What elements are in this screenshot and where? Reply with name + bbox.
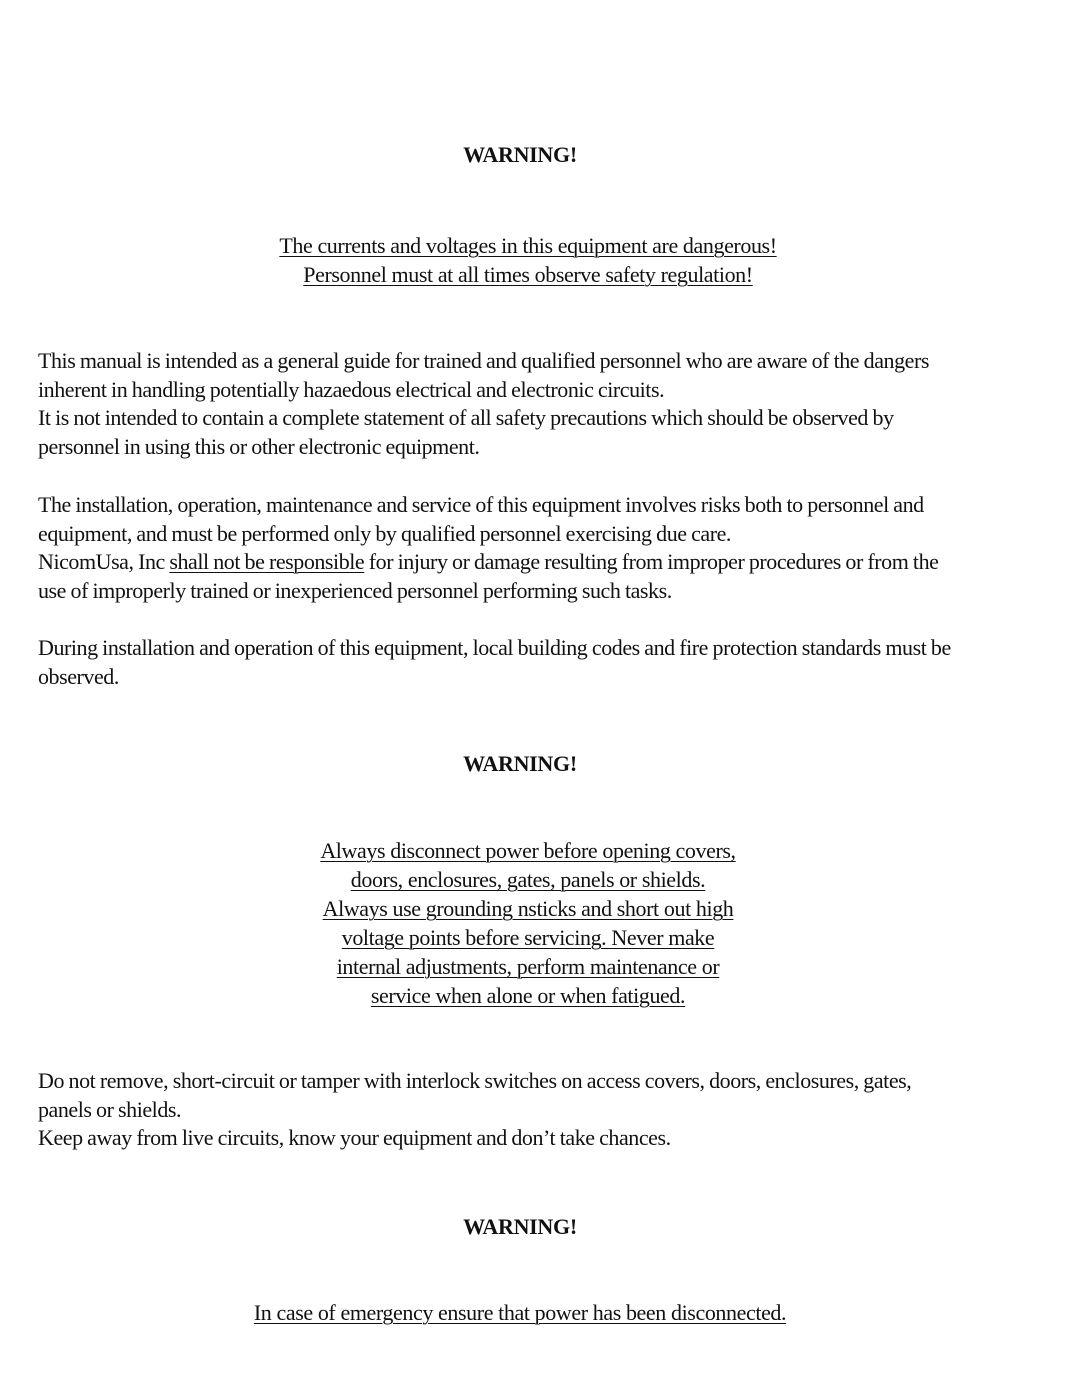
paragraph-line: During installation and operation of this equipment, local building codes and fire protection standards must be xyxy=(38,635,951,660)
paragraph-line: Keep away from live circuits, know your equipment and don’t take chances. xyxy=(38,1125,671,1151)
codes-paragraph xyxy=(38,634,1008,691)
paragraph-line: panels or shields. xyxy=(38,1096,182,1122)
paragraph-line: observed. xyxy=(38,663,119,689)
risk-paragraph xyxy=(38,491,1008,606)
warning-heading-1: WARNING! xyxy=(463,142,577,167)
paragraph-line: This manual is intended as a general guide for trained and qualified personnel who are aware of the dangers xyxy=(38,348,929,373)
notice-line: In case of emergency ensure that power has been disconnected. xyxy=(253,1300,787,1325)
liability-line xyxy=(38,548,1008,577)
liability-text: for injury or damage resulting from improper procedures or from the xyxy=(364,549,939,575)
warning-notice-3 xyxy=(0,1298,1040,1327)
warning-notice-2 xyxy=(0,836,1056,1010)
intro-paragraph xyxy=(38,347,1008,462)
paragraph-line: inherent in handling potentially hazaedous electrical and electronic circuits. xyxy=(38,376,665,402)
warning-heading-3: WARNING! xyxy=(463,1214,577,1239)
paragraph-line: The installation, operation, maintenance and service of this equipment involves risks both to personnel and xyxy=(38,492,924,517)
company-name: NicomUsa, Inc xyxy=(38,549,170,575)
paragraph-line: It is not intended to contain a complete statement of all safety precautions which should be observed by xyxy=(38,405,894,431)
notice-line: doors, enclosures, gates, panels or shields. xyxy=(350,867,706,892)
notice-line: Always disconnect power before opening covers, xyxy=(320,838,736,863)
interlock-paragraph xyxy=(38,1067,1008,1153)
paragraph-line: use of improperly trained or inexperienced personnel performing such tasks. xyxy=(38,578,672,604)
notice-line: service when alone or when fatigued. xyxy=(370,983,686,1008)
paragraph-line: equipment, and must be performed only by qualified personnel exercising due care. xyxy=(38,520,731,546)
notice-line: voltage points before servicing. Never make xyxy=(341,925,715,950)
notice-line: Personnel must at all times observe safety regulation! xyxy=(303,262,753,287)
paragraph-line: Do not remove, short-circuit or tamper with interlock switches on access covers, doors, enclosures, gates, xyxy=(38,1068,912,1093)
liability-disclaimer: shall not be responsible xyxy=(169,549,365,575)
warning-heading-2: WARNING! xyxy=(463,751,577,776)
warning-notice-1 xyxy=(0,231,1056,289)
paragraph-line: personnel in using this or other electronic equipment. xyxy=(38,434,480,460)
notice-line: internal adjustments, perform maintenance or xyxy=(336,954,720,979)
notice-line: Always use grounding nsticks and short out high xyxy=(322,896,734,921)
notice-line: The currents and voltages in this equipment are dangerous! xyxy=(279,233,777,258)
